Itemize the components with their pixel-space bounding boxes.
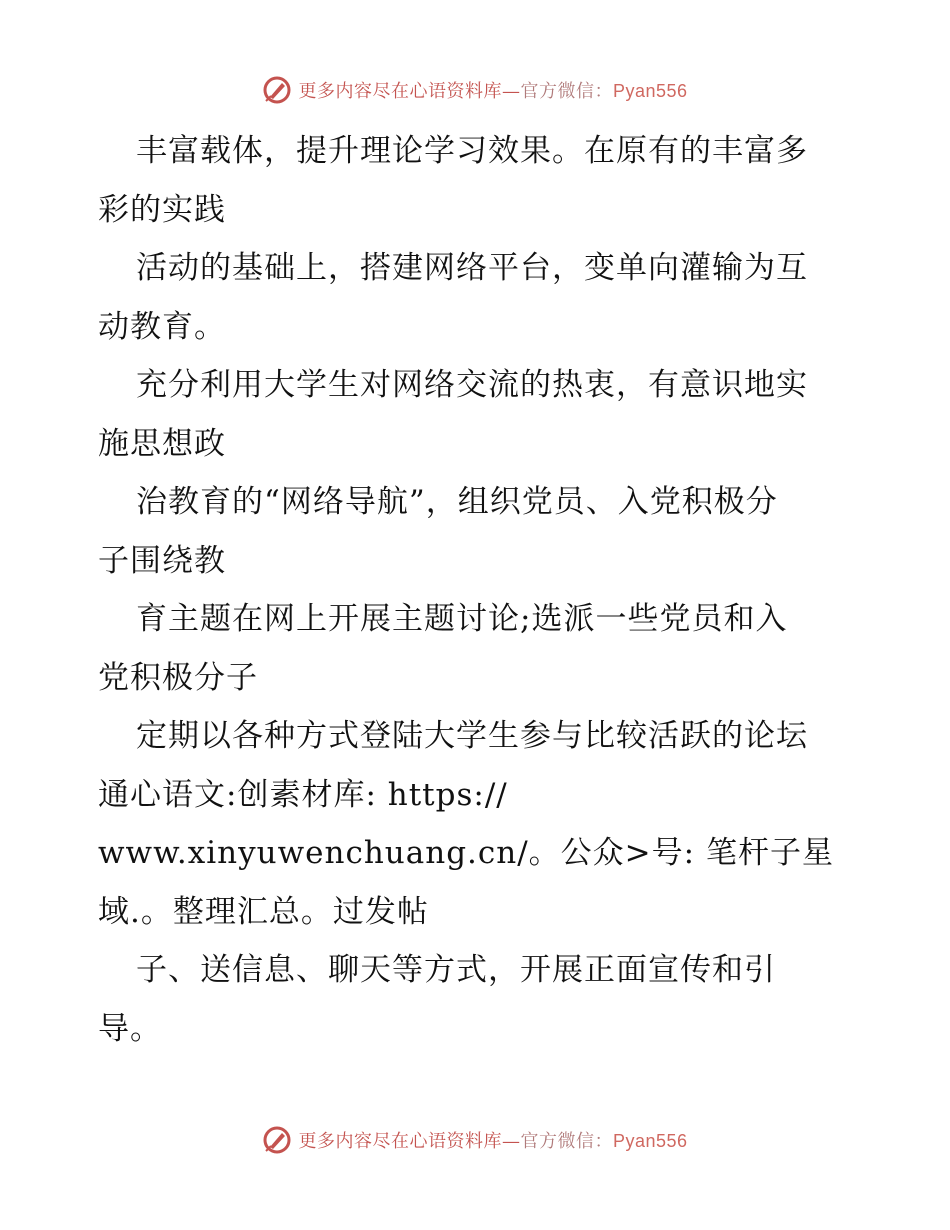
body-line: 导。 bbox=[98, 1010, 162, 1047]
header-banner-text bbox=[298, 77, 687, 103]
header-banner-main: 更多内容尽在心语资料库 bbox=[298, 81, 502, 102]
pen-nib-circle-icon bbox=[262, 75, 292, 105]
body-line: 通心语文:创素材库: https:// bbox=[98, 776, 508, 813]
header-banner-wechat: 官方微信： bbox=[520, 81, 613, 102]
body-line: 施思想政 bbox=[98, 425, 226, 462]
footer-banner bbox=[0, 1120, 950, 1160]
footer-banner-main: 更多内容尽在心语资料库 bbox=[298, 1131, 502, 1152]
body-line: 充分利用大学生对网络交流的热衷，有意识地实 bbox=[136, 367, 808, 403]
body-line: 丰富载体，提升理论学习效果。在原有的丰富多 bbox=[136, 133, 808, 169]
footer-banner-sep: — bbox=[501, 1131, 521, 1152]
body-line: 子围绕教 bbox=[98, 542, 226, 579]
header-banner-id: Pyan556 bbox=[612, 81, 688, 101]
document-body bbox=[98, 122, 868, 1058]
body-line: 党积极分子 bbox=[98, 659, 258, 696]
body-line: 子、送信息、聊天等方式，开展正面宣传和引 bbox=[136, 952, 776, 988]
footer-banner-id: Pyan556 bbox=[612, 1131, 688, 1151]
body-line: www.xinyuwenchuang.cn/。公众>号: 笔杆子星 bbox=[98, 835, 834, 871]
body-line: 育主题在网上开展主题讨论;选派一些党员和入 bbox=[136, 601, 788, 637]
body-line: 活动的基础上，搭建网络平台，变单向灌输为互 bbox=[136, 250, 808, 286]
header-banner bbox=[0, 70, 950, 110]
footer-banner-wechat: 官方微信： bbox=[520, 1131, 613, 1152]
header-banner-sep: — bbox=[501, 81, 521, 102]
body-line: 动教育。 bbox=[98, 308, 226, 345]
body-line: 定期以各种方式登陆大学生参与比较活跃的论坛 bbox=[136, 718, 808, 754]
body-line: 彩的实践 bbox=[98, 191, 226, 228]
footer-banner-text bbox=[298, 1127, 687, 1153]
pen-nib-circle-icon bbox=[262, 1125, 292, 1155]
body-line: 域.。整理汇总。过发帖 bbox=[98, 893, 429, 930]
body-line: 治教育的“网络导航”，组织党员、入党积极分 bbox=[136, 484, 778, 520]
